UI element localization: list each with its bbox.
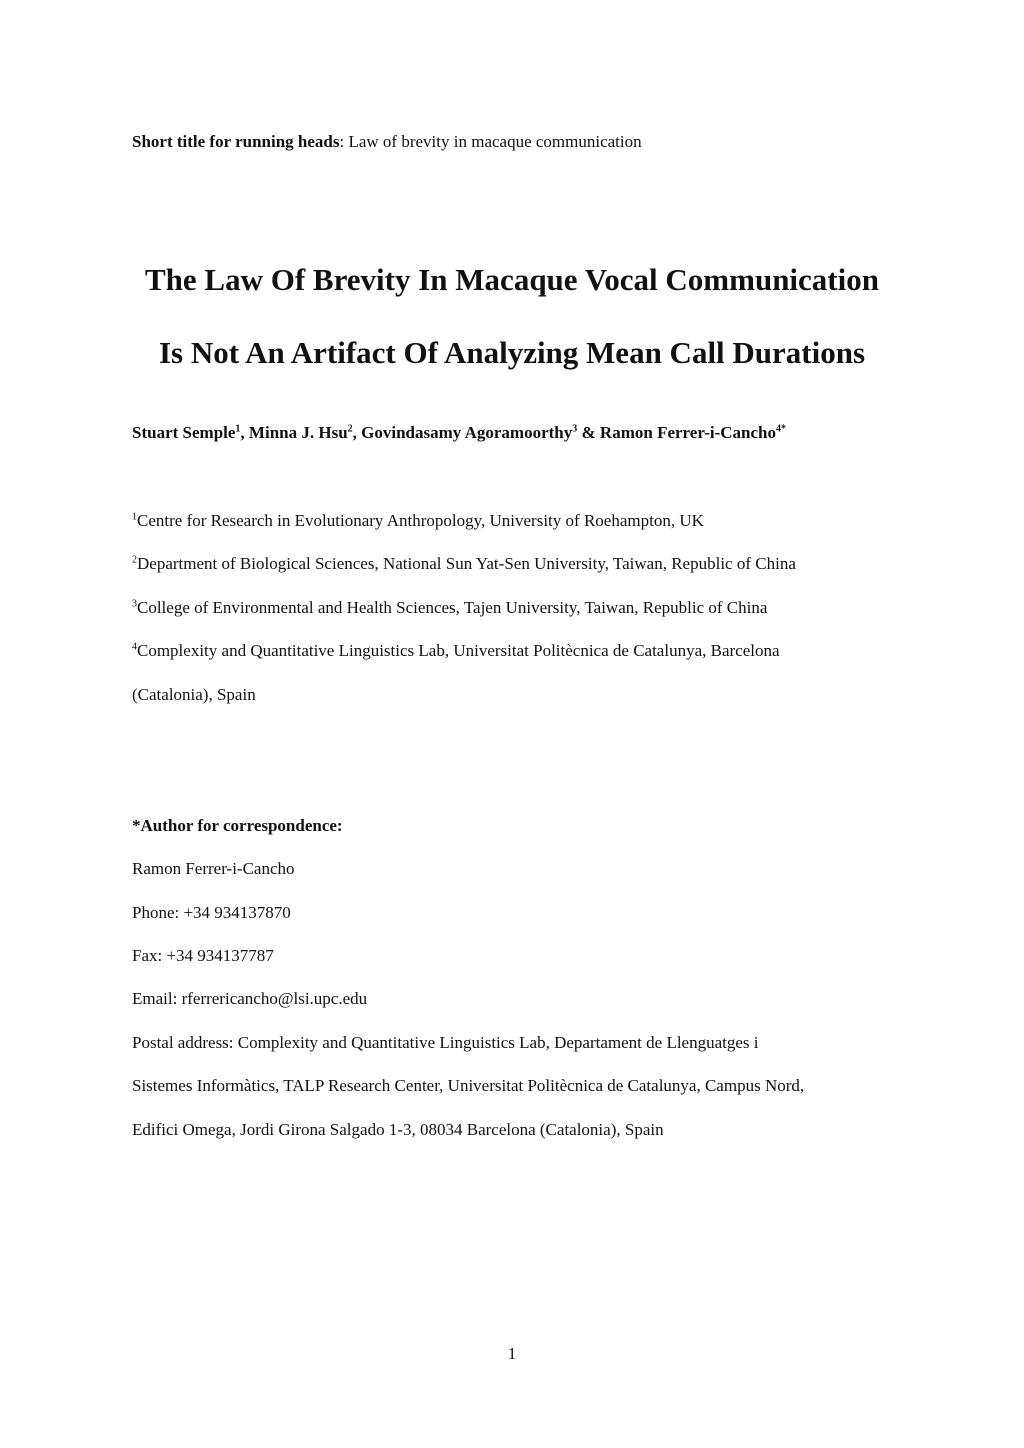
affiliation-number: 1 [132,511,137,523]
affiliation-number: 2 [132,554,137,566]
author-affiliation-mark: 3 [572,423,578,435]
author-name: Govindasamy Agoramoorthy [361,423,573,442]
correspondence-fax: Fax: +34 934137787 [132,946,274,965]
postal-address-line-3: Edifici Omega, Jordi Girona Salgado 1-3, 08034 Barcelona (Catalonia), Spain [132,1120,664,1139]
author-name: Stuart Semple [132,423,236,442]
affiliation-4-continuation: (Catalonia), Spain [132,685,256,704]
affiliation-text: College of Environmental and Health Sciences, Tajen University, Taiwan, Republic of China [137,598,768,617]
running-head-label: Short title for running heads [132,132,340,151]
author-list [132,423,786,443]
author-separator: , [352,423,362,442]
correspondence-name: Ramon Ferrer-i-Cancho [132,859,295,878]
affiliation-text: Department of Biological Sciences, National Sun Yat-Sen University, Taiwan, Republic of China [137,554,796,573]
author-affiliation-mark: 2 [347,423,353,435]
author-name: Minna J. Hsu [248,423,348,442]
author-affiliation-mark: 4* [776,423,787,435]
affiliation-3 [132,598,767,618]
affiliation-1 [132,511,704,531]
author-separator: , [240,423,249,442]
affiliation-4 [132,641,780,661]
correspondence-heading: *Author for correspondence: [132,816,343,835]
title-line-2: Is Not An Artifact Of Analyzing Mean Call Durations [158,335,866,370]
correspondence-email: Email: rferrericancho@lsi.upc.edu [132,989,368,1008]
running-head [132,132,642,152]
page-number: 1 [507,1344,517,1363]
postal-address-line-2: Sistemes Informàtics, TALP Research Center, Universitat Politècnica de Catalunya, Campus Nord, [132,1076,805,1095]
postal-address-line-1: Postal address: Complexity and Quantitative Linguistics Lab, Departament de Llenguatges i [132,1033,759,1052]
running-head-text: : Law of brevity in macaque communication [339,132,642,151]
correspondence-phone: Phone: +34 934137870 [132,903,291,922]
affiliation-2 [132,554,796,574]
author-affiliation-mark: 1 [235,423,241,435]
affiliation-text: Centre for Research in Evolutionary Anthropology, University of Roehampton, UK [137,511,704,530]
affiliation-number: 4 [132,641,137,653]
affiliation-text: Complexity and Quantitative Linguistics Lab, Universitat Politècnica de Catalunya, Barcelona [137,641,780,660]
author-separator: & [577,423,600,442]
author-name: Ramon Ferrer-i-Cancho [599,423,777,442]
affiliation-number: 3 [132,598,137,610]
title-line-1: The Law Of Brevity In Macaque Vocal Communication [145,262,879,297]
